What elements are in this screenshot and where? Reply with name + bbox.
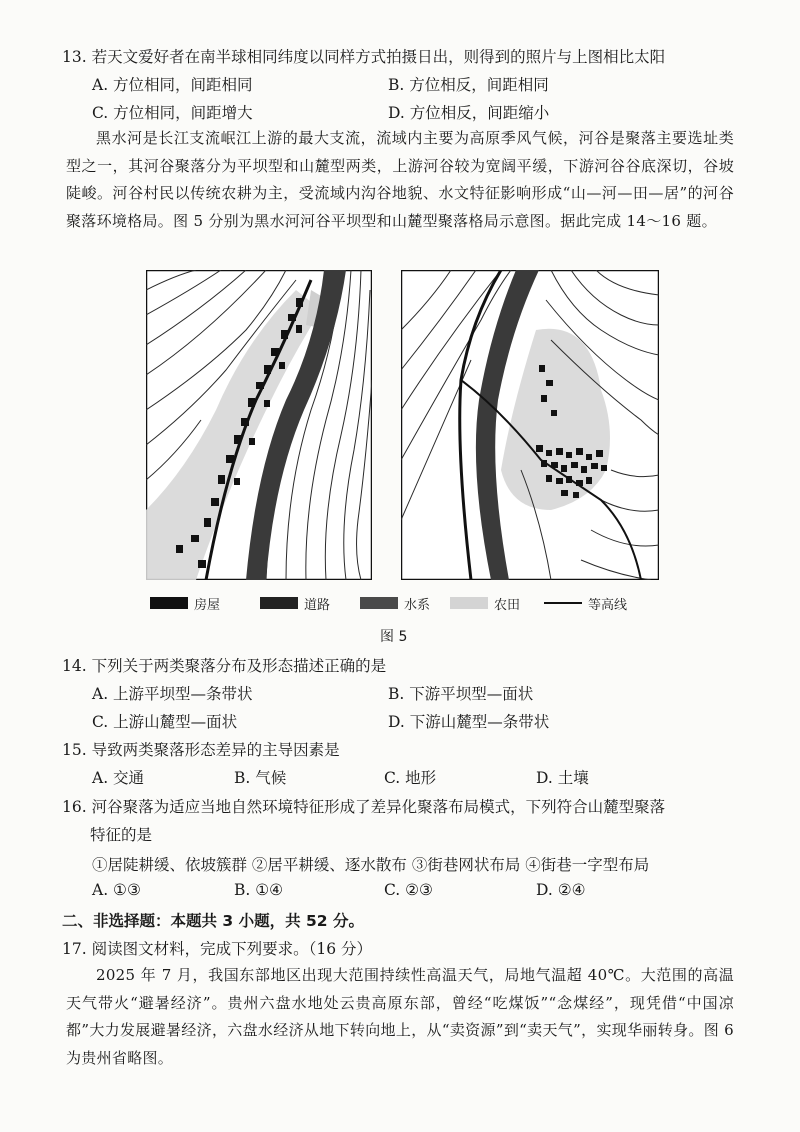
q15-option-c: C. 地形	[384, 769, 437, 787]
q14-stem: 14. 下列关于两类聚落分布及形态描述正确的是	[62, 657, 387, 675]
q16-stem-line1: 16. 河谷聚落为适应当地自然环境特征形成了差异化聚落布局模式，下列符合山麓型聚落	[62, 798, 666, 816]
q15-stem: 15. 导致两类聚落形态差异的主导因素是	[62, 741, 340, 759]
q16-option-c: C. ②③	[384, 881, 433, 899]
legend-contour: 等高线	[544, 593, 627, 613]
q14-option-d: D. 下游山麓型—条带状	[388, 713, 550, 731]
q13-stem: 13. 若天文爱好者在南半球相同纬度以同样方式拍摄日出，则得到的照片与上图相比太阳	[62, 48, 666, 66]
q16-statements: ①居陡耕缓、依坡簇群 ②居平耕缓、逐水散布 ③街巷网状布局 ④街巷一字型布局	[92, 856, 650, 874]
figure-legend	[150, 593, 670, 613]
passage-heishui: 黑水河是长江支流岷江上游的最大支流，流域内主要为高原季风气候，河谷是聚落主要选址类型之一，其河谷聚落分为平坝型和山麓型两类，上游河谷较为宽阔平缓，下游河谷谷底深切，谷坡陡峻。河谷村民以传统农耕为主，受流域内沟谷地貌、水文特征影响形成“山—河—田—居”的河谷聚落环境格局。图 5 分别为黑水河河谷平坝型和山麓型聚落格局示意图。据此完成 14～16 题。	[66, 129, 734, 230]
q14-option-c: C. 上游山麓型—面状	[92, 713, 238, 731]
q16-stem-line2: 特征的是	[90, 826, 153, 844]
q13-option-b: B. 方位相反，间距相同	[388, 76, 549, 94]
q17-passage: 2025 年 7 月，我国东部地区出现大范围持续性高温天气，局地气温超 40℃。大范围的高温天气带火“避暑经济”。贵州六盘水地处云贵高原东部，曾经“吃煤饭”“念煤经”，现凭借“中国凉都”大力发展避暑经济，六盘水经济从地下转向地上，从“卖资源”到“卖天气”，实现华丽转身。图 6 为贵州省略图。	[66, 966, 734, 1067]
q13-option-c: C. 方位相同，间距增大	[92, 104, 253, 122]
section2-heading: 二、非选择题：本题共 3 小题，共 52 分。	[62, 912, 364, 930]
q15-option-d: D. 土壤	[536, 769, 589, 787]
legend-house: 房屋	[150, 593, 220, 613]
figure-left-map	[146, 270, 372, 580]
q15-option-a: A. 交通	[92, 769, 145, 787]
figure-caption: 图 5	[380, 629, 408, 645]
q17-stem: 17. 阅读图文材料，完成下列要求。（16 分）	[62, 940, 372, 958]
q16-option-b: B. ①④	[234, 881, 284, 899]
legend-water: 水系	[360, 593, 430, 613]
figure-right-map	[401, 270, 659, 580]
legend-road: 道路	[260, 593, 330, 613]
q14-option-b: B. 下游平坝型—面状	[388, 685, 534, 703]
legend-farmland: 农田	[450, 593, 520, 613]
q13-option-d: D. 方位相反，间距缩小	[388, 104, 550, 122]
q16-option-d: D. ②④	[536, 881, 586, 899]
q16-option-a: A. ①③	[92, 881, 141, 899]
q14-option-a: A. 上游平坝型—条带状	[92, 685, 253, 703]
q15-option-b: B. 气候	[234, 769, 287, 787]
q13-option-a: A. 方位相同，间距相同	[92, 76, 253, 94]
